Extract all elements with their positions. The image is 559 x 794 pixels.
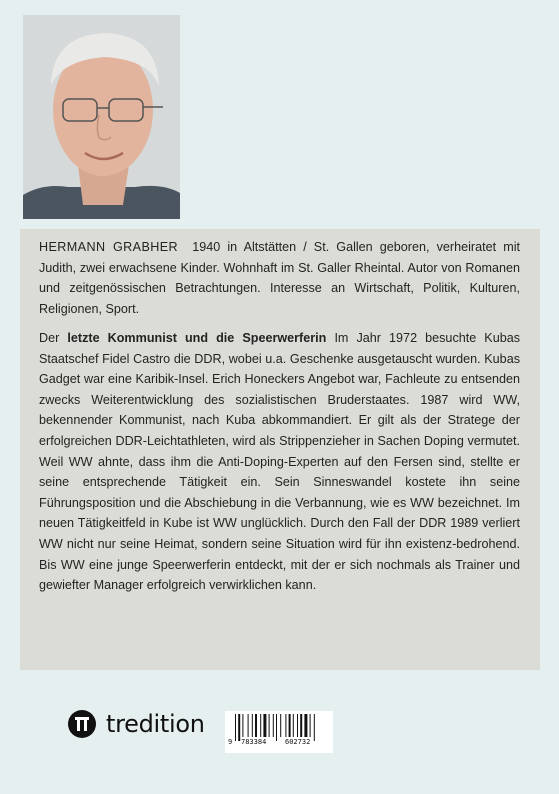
barcode-digits-3: 602732 xyxy=(285,738,311,746)
publisher-name: tredition xyxy=(106,710,205,738)
blurb-text: Im Jahr 1972 besuchte Kubas Staatschef Fidel Castro die DDR, wobei u.a. Geschenke ausgetauscht wurden. Kubas Gadget war eine Karibik-Insel. Erich Honeckers Angebot war, Fachleute zu entsenden zwecks Weiterentwicklung des sozialistischen Bruderstaates. 1987 wird WW, bekennender Kommunist, nach Kuba abkommandiert. Er gilt als der Stratege der erfolgreichen DDR-Leichtathleten, wird als Strippenzieher in Sachen Doping vermutet. Weil WW ahnte, dass ihm die Anti-Doping-Experten auf den Fersen sind, stellte er seine entsprechende Tätigkeit ein. Sein Sinneswandel kostete ihn seine Führungsposition und die Abschiebung in die Verbannung, wie es WW bezeichnet. Im neuen Tätigkeitfeld in Kube ist WW unglücklich. Durch den Fall der DDR 1989 verliert WW nicht nur seine Heimat, sondern seine Situation wird für ihn existenz-bedrohend. Bis WW eine junge Speerwerferin entdeckt, mit der er sich nochmals als Trainer und gewiefter Manager erfolgreich verwirklichen kann. xyxy=(39,331,521,593)
isbn-barcode xyxy=(225,711,333,753)
publisher-logo xyxy=(68,709,205,739)
author-photo xyxy=(23,15,180,219)
blurb-lead: Der xyxy=(39,331,60,345)
author-bio xyxy=(39,237,520,319)
back-cover-text xyxy=(20,229,540,670)
barcode-digits-2: 783384 xyxy=(241,738,267,746)
barcode-digit-1: 9 xyxy=(228,738,233,746)
book-blurb xyxy=(39,328,520,596)
tredition-logo-icon xyxy=(68,710,96,738)
author-name: HERMANN GRABHER xyxy=(39,240,179,254)
author-bio-text: 1940 in Altstätten / St. Gallen geboren, verheiratet mit Judith, zwei erwachsene Kinder. Wohnhaft im St. Galler Rheintal. Autor von Romanen und zeitgenössischen Betrachtungen. Interesse an Wirtschaft, Politik, Kulturen, Religionen, Sport. xyxy=(39,240,520,316)
book-title: letzte Kommunist und die Speerwerferin xyxy=(67,331,327,345)
